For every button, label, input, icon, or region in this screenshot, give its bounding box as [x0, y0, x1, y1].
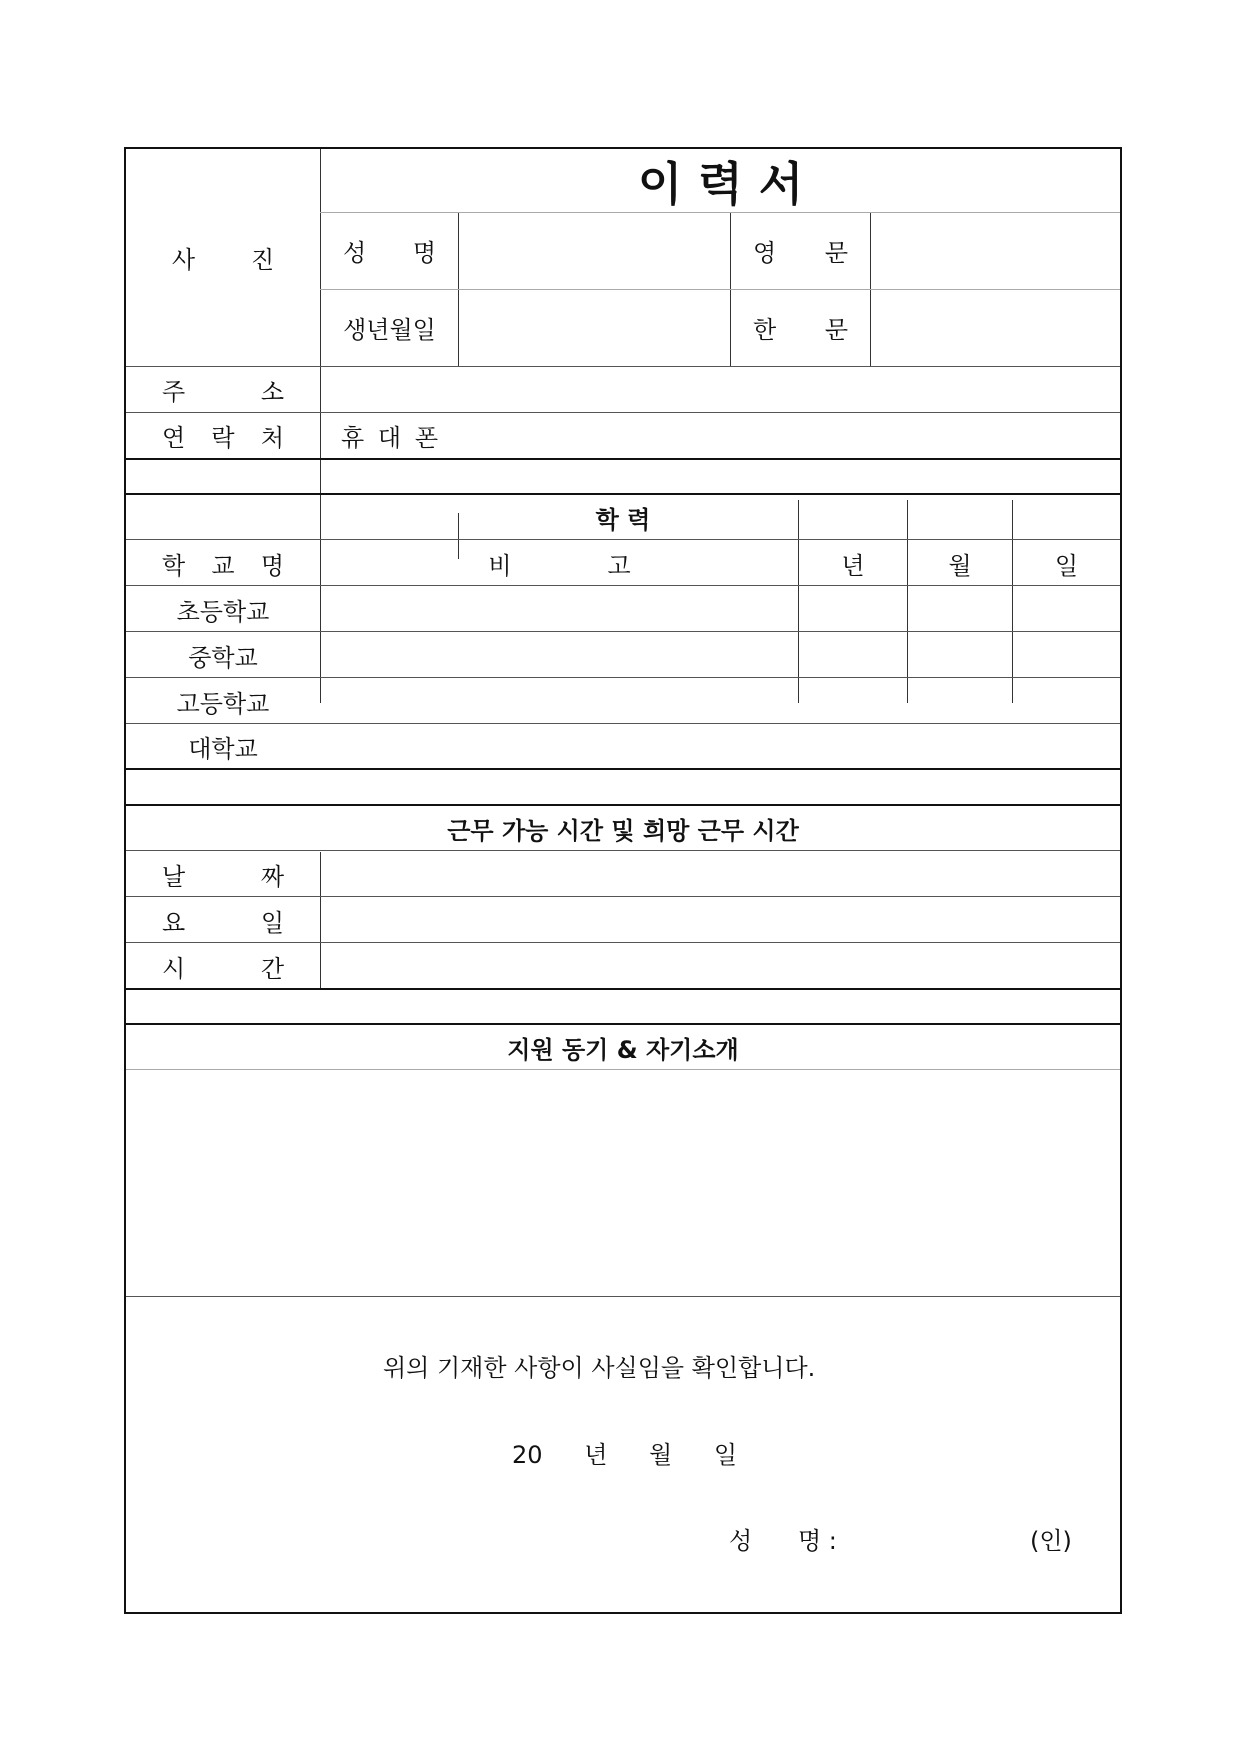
name-input[interactable]: [459, 212, 730, 289]
date-year: 년: [584, 1441, 608, 1469]
photo-label-1: 사: [171, 246, 195, 274]
date-day: 일: [713, 1441, 738, 1469]
name-label: 성 명: [343, 239, 436, 267]
edu-row-elementary: 초등학교: [176, 597, 270, 626]
photo-label-2: 진: [251, 246, 275, 274]
edu-row-middle: 중학교: [188, 643, 258, 672]
education-section-title: 학 력: [595, 505, 651, 534]
mobile-input[interactable]: [459, 412, 1120, 458]
contact-label: 연 락 처: [162, 423, 284, 452]
schedule-date-input[interactable]: [321, 851, 1120, 897]
motivation-textarea[interactable]: [126, 1070, 1120, 1296]
edu-header-month: 월: [948, 551, 972, 580]
hanja-name-label: 한 문: [753, 316, 848, 344]
resume-form: [124, 147, 1122, 1614]
edu-row-university: 대학교: [188, 735, 258, 763]
schedule-time-label: 시 간: [162, 954, 284, 983]
edu-header-remark: 비 고: [488, 551, 631, 580]
birth-date-input[interactable]: [459, 289, 730, 366]
english-name-label: 영 문: [753, 239, 848, 267]
english-name-input[interactable]: [871, 212, 1120, 289]
address-input[interactable]: [321, 366, 1120, 412]
schedule-time-input[interactable]: [321, 943, 1120, 989]
date-month: 월: [649, 1441, 673, 1469]
birth-date-label: 생년월일: [343, 316, 436, 344]
schedule-date-label: 날 짜: [162, 862, 284, 891]
schedule-section-title: 근무 가능 시간 및 희망 근무 시간: [447, 816, 799, 845]
seal-mark: (인): [1030, 1527, 1072, 1555]
edu-header-year: 년: [841, 551, 865, 580]
mobile-label: 휴 대 폰: [341, 423, 438, 452]
hanja-name-input[interactable]: [871, 289, 1120, 366]
date-line: [512, 1435, 737, 1470]
signature-label: 성 명 :: [729, 1527, 837, 1555]
address-label: 주 소: [162, 377, 284, 406]
confirm-text: 위의 기재한 사항이 사실임을 확인합니다.: [383, 1354, 816, 1382]
date-prefix: 20: [512, 1441, 543, 1469]
edu-header-day: 일: [1054, 551, 1079, 580]
resume-title: 이 력 서: [637, 156, 804, 211]
photo-cell[interactable]: [126, 149, 320, 366]
schedule-weekday-label: 요 일: [162, 908, 284, 937]
schedule-weekday-input[interactable]: [321, 897, 1120, 943]
motivation-section-title: 지원 동기 & 자기소개: [507, 1035, 739, 1064]
edu-row-high: 고등학교: [176, 689, 270, 718]
edu-header-school: 학 교 명: [162, 551, 284, 580]
